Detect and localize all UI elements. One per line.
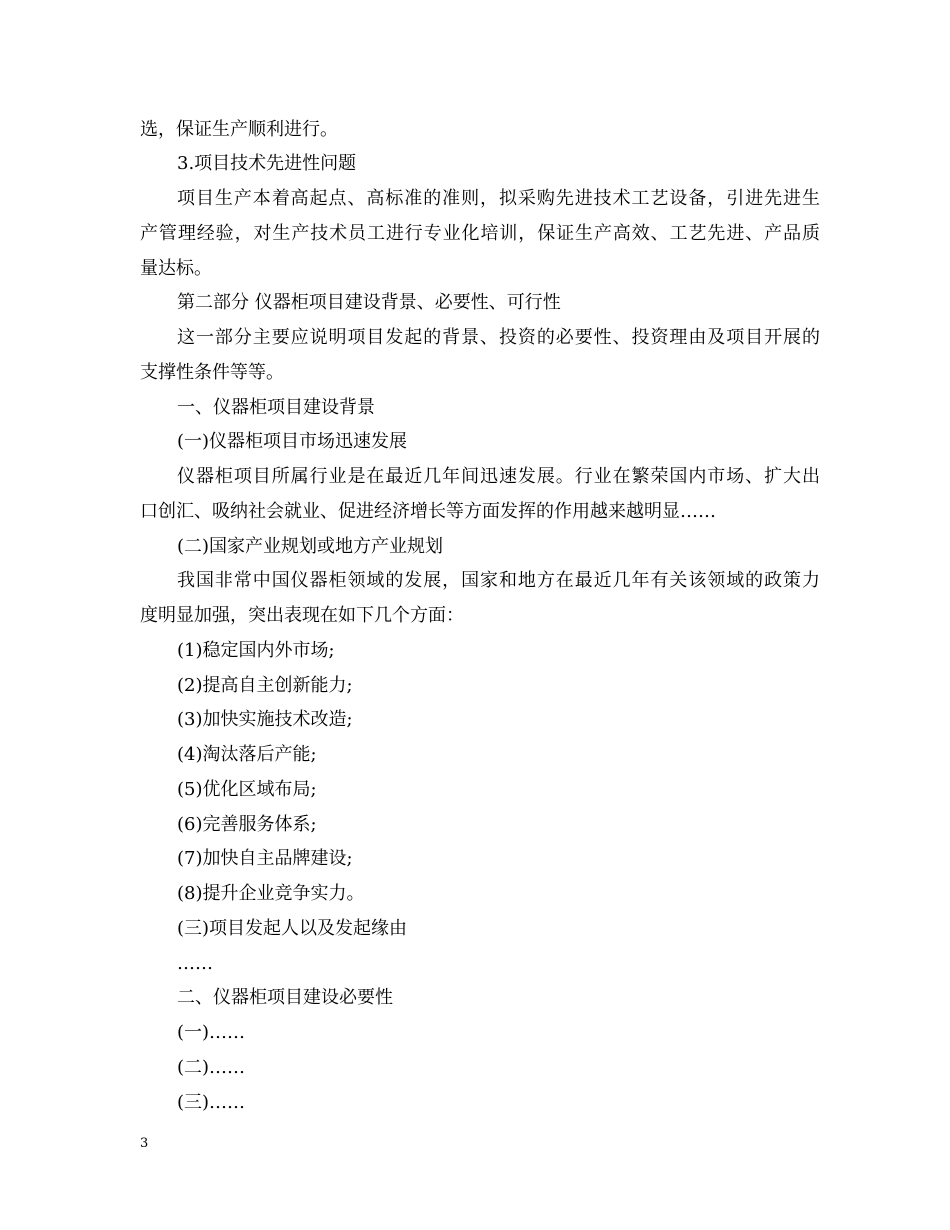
list-item: (5)优化区域布局; xyxy=(177,779,317,800)
list-item: (4)淘汰落后产能; xyxy=(177,744,317,765)
paragraph-line: 支撑性条件等等。 xyxy=(140,362,284,383)
paragraph-line: 选，保证生产顺利进行。 xyxy=(140,119,338,140)
page-number: 3 xyxy=(140,1136,149,1151)
list-item: (8)提升企业竞争实力。 xyxy=(177,883,365,904)
section-heading: 一、仪器柜项目建设背景 xyxy=(177,397,375,418)
paragraph-line: 仪器柜项目所属行业是在最近几年间迅速发展。行业在繁荣国内市场、扩大出 xyxy=(177,466,820,487)
list-item: (7)加快自主品牌建设; xyxy=(177,848,353,869)
list-item: (6)完善服务体系; xyxy=(177,814,317,835)
paragraph-line: 度明显加强，突出表现在如下几个方面： xyxy=(140,605,464,626)
section-heading: 3.项目技术先进性问题 xyxy=(177,153,357,174)
subsection-heading: (三)项目发起人以及发起缘由 xyxy=(177,918,408,939)
paragraph-line: 项目生产本着高起点、高标准的准则，拟采购先进技术工艺设备，引进先进生 xyxy=(177,188,820,209)
paragraph-line: 口创汇、吸纳社会就业、促进经济增长等方面发挥的作用越来越明显…… xyxy=(140,501,716,522)
subsection-heading: (一)仪器柜项目市场迅速发展 xyxy=(177,431,408,452)
subsection-heading: (一)…… xyxy=(177,1022,246,1043)
paragraph-line: 产管理经验，对生产技术员工进行专业化培训，保证生产高效、工艺先进、产品质 xyxy=(140,223,820,244)
paragraph-line: 我国非常中国仪器柜领域的发展，国家和地方在最近几年有关该领域的政策力 xyxy=(177,570,820,591)
paragraph-line: 量达标。 xyxy=(140,258,212,279)
paragraph-line: 这一部分主要应说明项目发起的背景、投资的必要性、投资理由及项目开展的 xyxy=(177,327,820,348)
subsection-heading: (二)国家产业规划或地方产业规划 xyxy=(177,536,444,557)
section-heading: 二、仪器柜项目建设必要性 xyxy=(177,987,393,1008)
part-heading: 第二部分 仪器柜项目建设背景、必要性、可行性 xyxy=(177,292,561,313)
subsection-heading: (二)…… xyxy=(177,1057,246,1078)
ellipsis-line: …… xyxy=(177,953,213,974)
list-item: (3)加快实施技术改造; xyxy=(177,709,353,730)
list-item: (2)提高自主创新能力; xyxy=(177,675,353,696)
list-item: (1)稳定国内外市场; xyxy=(177,640,335,661)
subsection-heading: (三)…… xyxy=(177,1092,246,1113)
